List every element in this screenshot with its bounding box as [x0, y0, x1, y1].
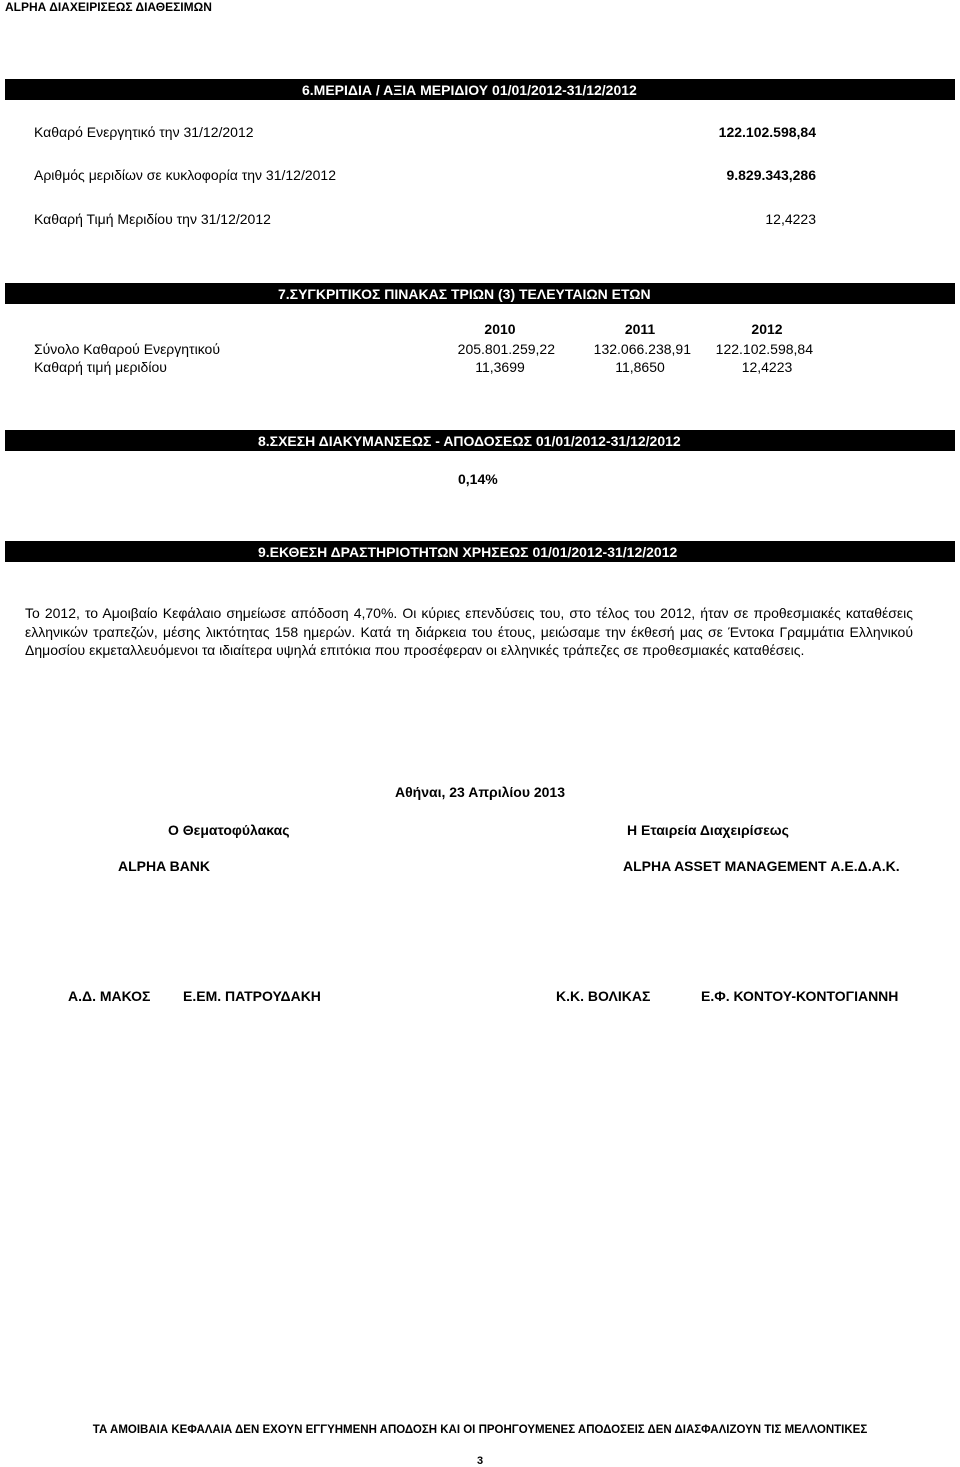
management-company-name: ALPHA ASSET MANAGEMENT Α.Ε.Δ.Α.Κ.: [623, 858, 900, 874]
section-7-heading: 7.ΣΥΓΚΡΙΤΙΚΟΣ ΠΙΝΑΚΑΣ ΤΡΙΩΝ (3) ΤΕΛΕΥΤΑΙΩΝ ΕΤΩΝ: [278, 286, 651, 302]
management-company-role: Η Εταιρεία Διαχειρίσεως: [627, 822, 789, 838]
total-net-assets-2012: 122.102.598,84: [715, 341, 813, 357]
unit-price-label: Καθαρή τιμή μεριδίου: [34, 359, 167, 375]
net-assets-label: Καθαρό Ενεργητικό την 31/12/2012: [34, 124, 254, 140]
signatory-name-2: Ε.ΕΜ. ΠΑΤΡΟΥΔΑΚΗ: [183, 988, 321, 1004]
footer-disclaimer: ΤΑ ΑΜΟΙΒΑΙΑ ΚΕΦΑΛΑΙΑ ΔΕΝ ΕΧΟΥΝ ΕΓΓΥΗΜΕΝΗ ΑΠΟΔΟΣΗ ΚΑΙ ΟΙ ΠΡΟΗΓΟΥΜΕΝΕΣ ΑΠΟΔΟΣΕΙΣ ΔΕΝ ΔΙΑΣΦΑΛΙΖΟΥΝ ΤΙΣ ΜΕΛΛΟΝΤΙΚΕΣ: [92, 1424, 868, 1436]
total-net-assets-2011: 132.066.238,91: [593, 341, 691, 357]
section-6-heading-band: [5, 79, 955, 100]
signatory-name-3: Κ.Κ. ΒΟΛΙΚΑΣ: [556, 988, 651, 1004]
unit-price-2012: 12,4223: [741, 359, 793, 375]
signatory-name-1: Α.Δ. ΜΑΚΟΣ: [68, 988, 151, 1004]
signatory-name-4: Ε.Φ. ΚΟΝΤΟΥ-ΚΟΝΤΟΓΙΑΝΝΗ: [701, 988, 899, 1004]
unit-price-2011: 11,8650: [615, 359, 665, 375]
section-8-heading-band: [5, 430, 955, 451]
unit-price-2010: 11,3699: [475, 359, 525, 375]
total-net-assets-2010: 205.801.259,22: [457, 341, 555, 357]
nav-per-unit-label: Καθαρή Τιμή Μεριδίου την 31/12/2012: [34, 211, 271, 227]
custodian-role: Ο Θεματοφύλακας: [168, 822, 290, 838]
year-2011-header: 2011: [624, 321, 656, 337]
page-number: 3: [476, 1455, 484, 1467]
net-assets-value: 122.102.598,84: [718, 124, 816, 140]
risk-return-value: 0,14%: [458, 471, 498, 487]
year-2012-header: 2012: [751, 321, 783, 337]
place-date: Αθήναι, 23 Απριλίου 2013: [394, 784, 566, 800]
section-7-heading-band: [5, 283, 955, 304]
year-2010-header: 2010: [484, 321, 516, 337]
activity-report-paragraph: Το 2012, το Αμοιβαίο Κεφάλαιο σημείωσε απόδοση 4,70%. Οι κύριες επενδύσεις του, στο τέλος του 2012, ήταν σε προθεσμιακές καταθέσεις ελληνικών τραπεζών, μέσης λικτότητας 158 ημερών. Κατά τη διάρκεια του έτους, μειώσαμε την έκθεσή μας σε Έντοκα Γραμμάτια Ελληνικού Δημοσίου εκμεταλλευόμενοι τα ιδιαίτερα υψηλά επιτόκια που προσέφεραν οι ελληνικές τράπεζες σε προθεσμιακές καταθέσεις.: [25, 605, 913, 658]
document-header-title: ALPHA ΔΙΑΧΕΙΡΙΣΕΩΣ ΔΙΑΘΕΣΙΜΩΝ: [5, 0, 212, 14]
units-outstanding-value: 9.829.343,286: [726, 167, 816, 183]
section-6-heading: 6.ΜΕΡΙΔΙΑ / ΑΞΙΑ ΜΕΡΙΔΙΟΥ 01/01/2012-31/12/2012: [302, 82, 637, 98]
section-9-heading: 9.ΕΚΘΕΣΗ ΔΡΑΣΤΗΡΙΟΤΗΤΩΝ ΧΡΗΣΕΩΣ 01/01/2012-31/12/2012: [258, 544, 678, 560]
units-outstanding-label: Αριθμός μεριδίων σε κυκλοφορία την 31/12/2012: [34, 167, 336, 183]
nav-per-unit-value: 12,4223: [765, 211, 816, 227]
custodian-company: ALPHA BANK: [118, 858, 211, 874]
section-8-heading: 8.ΣΧΕΣΗ ΔΙΑΚΥΜΑΝΣΕΩΣ - ΑΠΟΔΟΣΕΩΣ 01/01/2012-31/12/2012: [258, 433, 681, 449]
total-net-assets-label: Σύνολο Καθαρού Ενεργητικού: [34, 341, 220, 357]
section-9-heading-band: [5, 541, 955, 562]
